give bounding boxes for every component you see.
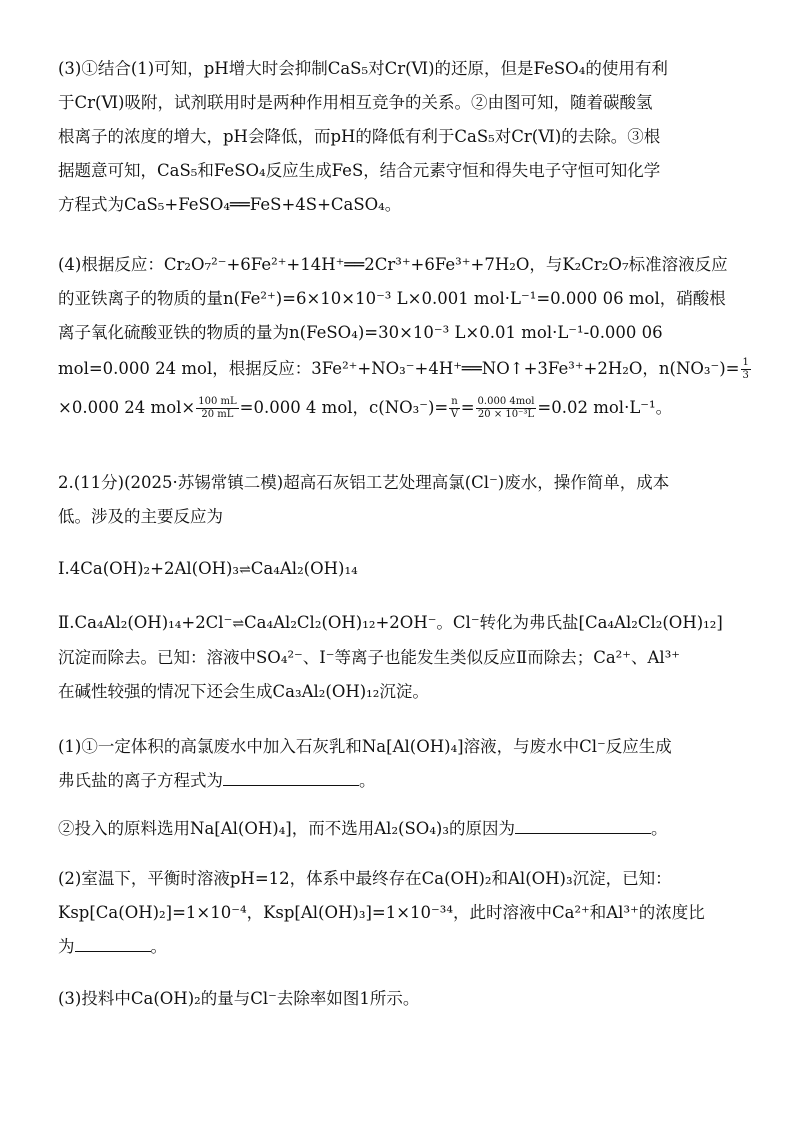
reversible-arrow-icon: ⇌ <box>239 562 251 578</box>
text-line <box>58 764 742 798</box>
text-line <box>58 606 742 641</box>
text-span: 为 <box>58 937 75 956</box>
fraction-denominator: V <box>450 409 459 420</box>
text-span: Ca₄Al₂Cl₂(OH)₁₂+2OH⁻。Cl⁻转化为弗氏盐[Ca₄Al₂Cl₂(OH)₁₂] <box>244 613 723 632</box>
text-line: 低。涉及的主要反应为 <box>58 507 223 526</box>
question-2-stem <box>58 466 742 534</box>
reaction-1 <box>58 552 742 587</box>
fraction-denominator: 3 <box>742 370 749 381</box>
text-span: Ⅰ.4Ca(OH)₂+2Al(OH)₃ <box>58 559 240 578</box>
text-span: =0.000 4 mol，c(NO₃⁻)= <box>239 398 449 417</box>
text-line <box>58 350 749 388</box>
fraction <box>476 396 537 421</box>
text-line: 在碱性较强的情况下还会生成Ca₃Al₂(OH)₁₂沉淀。 <box>58 682 429 701</box>
text-span: Ⅱ.Ca₄Al₂(OH)₁₄+2Cl⁻ <box>58 613 233 632</box>
reaction-2 <box>58 606 742 709</box>
fraction <box>449 396 459 421</box>
fraction <box>741 357 751 382</box>
text-line <box>58 930 742 964</box>
text-line <box>58 552 742 587</box>
fraction-numerator: 1 <box>742 357 749 368</box>
text-span: Ca₄Al₂(OH)₁₄ <box>250 559 358 578</box>
part-2 <box>58 862 742 964</box>
fraction-denominator: 20 × 10⁻³L <box>477 409 535 420</box>
section-4-answer <box>58 248 749 428</box>
text-line: 于Cr(Ⅵ)吸附，试剂联用时是两种作用相互竞争的关系。②由图可知，随着碳酸氢 <box>58 93 653 112</box>
fraction-numerator: 100 mL <box>198 396 237 407</box>
text-line: (3)①结合(1)可知，pH增大时会抑制CaS₅对Cr(Ⅵ)的还原，但是FeSO₄的使用有利 <box>58 59 668 78</box>
text-span: ②投入的原料选用Na[Al(OH)₄]，而不选用Al₂(SO₄)₃的原因为 <box>58 819 515 838</box>
text-line <box>58 812 742 846</box>
text-line: 的亚铁离子的物质的量n(Fe²⁺)=6×10×10⁻³ L×0.001 mol·L⁻¹=0.000 06 mol，硝酸根 <box>58 289 726 308</box>
text-span: 。 <box>651 819 668 838</box>
text-line: 据题意可知，CaS₅和FeSO₄反应生成FeS，结合元素守恒和得失电子守恒可知化学 <box>58 161 661 180</box>
text-span: mol=0.000 24 mol，根据反应：3Fe²⁺+NO₃⁻+4H⁺══NO↑+3Fe³⁺+2H₂O，n(NO₃⁻)= <box>58 359 740 378</box>
text-line: 离子氧化硫酸亚铁的物质的量为n(FeSO₄)=30×10⁻³ L×0.01 mol·L⁻¹-0.000 06 <box>58 323 663 342</box>
answer-blank[interactable] <box>223 767 359 786</box>
text-line: (3)投料中Ca(OH)₂的量与Cl⁻去除率如图1所示。 <box>58 989 420 1008</box>
reversible-arrow-icon: ⇌ <box>232 616 245 632</box>
text-line <box>58 388 742 428</box>
text-span: 弗氏盐的离子方程式为 <box>58 771 223 790</box>
answer-blank[interactable] <box>75 933 151 952</box>
part-1 <box>58 730 742 798</box>
text-span: 。 <box>150 937 167 956</box>
text-span: = <box>460 398 475 417</box>
fraction-denominator: 20 mL <box>201 409 234 420</box>
fraction-numerator: n <box>451 396 458 407</box>
fraction <box>196 396 238 421</box>
text-line: Ksp[Ca(OH)₂]=1×10⁻⁴，Ksp[Al(OH)₃]=1×10⁻³⁴，此时溶液中Ca²⁺和Al³⁺的浓度比 <box>58 903 705 922</box>
part-3 <box>58 982 742 1016</box>
section-3-answer <box>58 52 742 222</box>
text-line: 根离子的浓度的增大，pH会降低，而pH的降低有利于CaS₅对Cr(Ⅵ)的去除。③根 <box>58 127 661 146</box>
text-span: ×0.000 24 mol× <box>58 398 196 417</box>
text-line: (1)①一定体积的高氯废水中加入石灰乳和Na[Al(OH)₄]溶液，与废水中Cl⁻反应生成 <box>58 737 672 756</box>
text-line: 沉淀而除去。已知：溶液中SO₄²⁻、I⁻等离子也能发生类似反应Ⅱ而除去；Ca²⁺、Al³⁺ <box>58 648 681 667</box>
text-span: 。 <box>359 771 376 790</box>
answer-blank[interactable] <box>515 815 651 834</box>
text-line: 方程式为CaS₅+FeSO₄══FeS+4S+CaSO₄。 <box>58 195 402 214</box>
text-span: =0.02 mol·L⁻¹。 <box>537 398 673 417</box>
text-line: (2)室温下，平衡时溶液pH=12，体系中最终存在Ca(OH)₂和Al(OH)₃沉淀，已知： <box>58 869 672 888</box>
text-line: (4)根据反应：Cr₂O₇²⁻+6Fe²⁺+14H⁺══2Cr³⁺+6Fe³⁺+7H₂O，与K₂Cr₂O₇标准溶液反应 <box>58 255 728 274</box>
part-1-q2 <box>58 812 742 846</box>
fraction-numerator: 0.000 4mol <box>477 396 535 407</box>
text-line: 2.(11分)(2025·苏锡常镇二模)超高石灰铝工艺处理高氯(Cl⁻)废水，操作简单，成本 <box>58 473 670 492</box>
